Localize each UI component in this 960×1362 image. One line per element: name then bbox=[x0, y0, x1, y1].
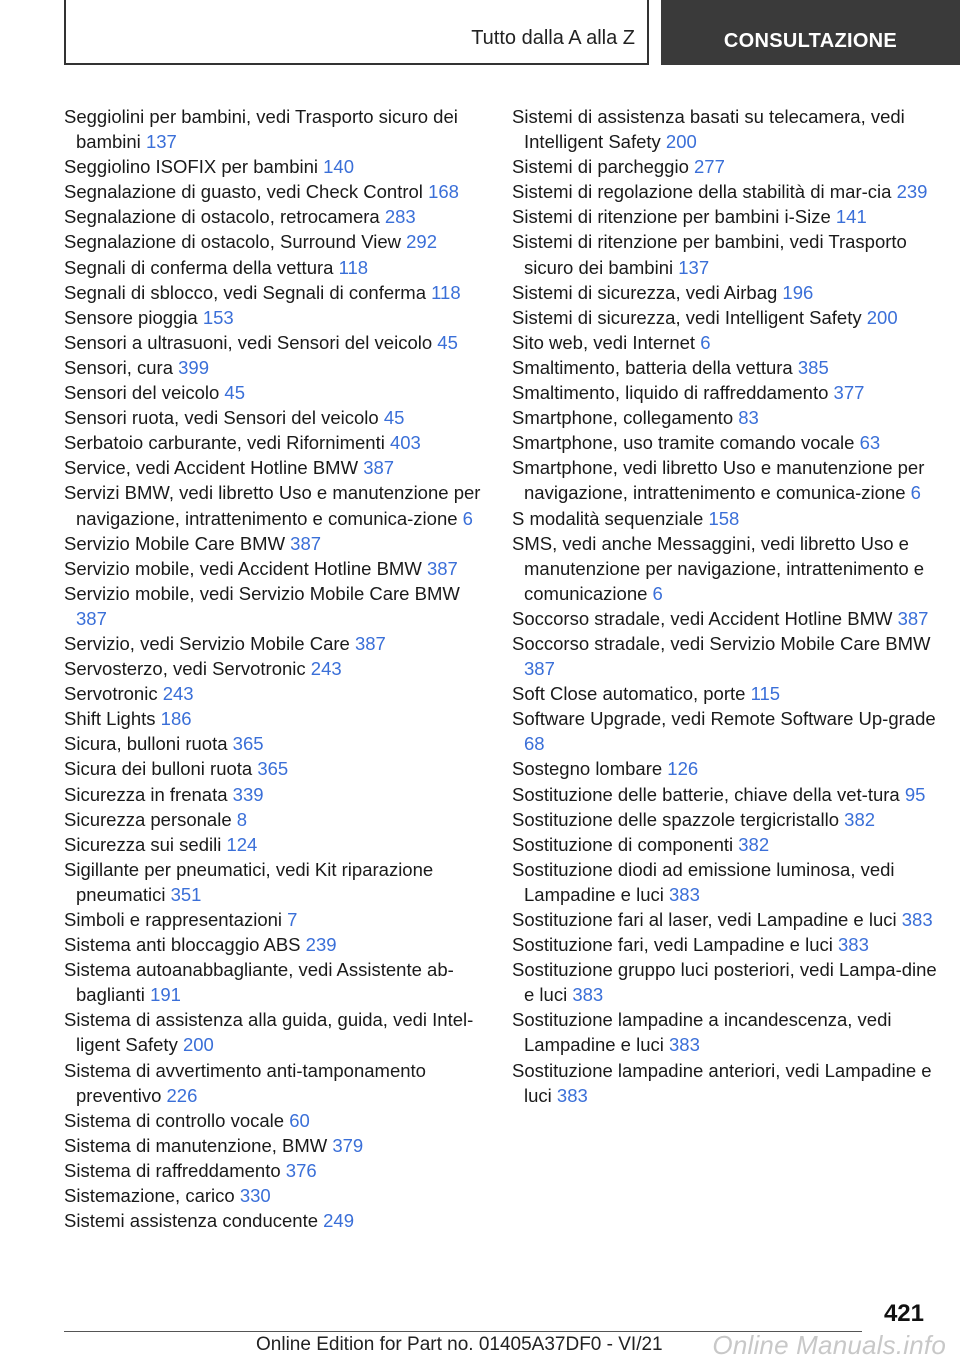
index-entry-page-link[interactable]: 118 bbox=[431, 281, 461, 303]
index-entry-page-link[interactable]: 239 bbox=[305, 934, 337, 956]
index-entry-page-link[interactable]: 283 bbox=[384, 206, 416, 228]
index-entry-text: Segnali di sblocco, vedi Segnali di conferma bbox=[64, 281, 426, 303]
index-entry bbox=[512, 330, 942, 355]
index-entry bbox=[512, 179, 942, 204]
footer-edition-text: Online Edition for Part no. 01405A37DF0 - VI/21 bbox=[256, 1334, 663, 1355]
index-entry-page-link[interactable]: 277 bbox=[694, 156, 725, 178]
index-entry-page-link[interactable]: 383 bbox=[572, 984, 604, 1006]
index-entry-text: Sicurezza personale bbox=[64, 808, 232, 830]
index-entry bbox=[512, 1058, 942, 1108]
index-entry-text: Servizio mobile, vedi Accident Hotline BMW bbox=[64, 557, 422, 579]
index-entry bbox=[64, 656, 494, 681]
index-entry bbox=[512, 932, 942, 957]
index-entry bbox=[512, 355, 942, 380]
index-entry bbox=[512, 606, 942, 631]
index-entry-page-link[interactable]: 365 bbox=[232, 733, 264, 755]
index-entry-text: Sistemi di sicurezza, vedi Airbag bbox=[512, 281, 778, 303]
index-entry-text: Sensori, cura bbox=[64, 356, 173, 378]
index-entry bbox=[512, 380, 942, 405]
index-entry bbox=[64, 756, 494, 781]
index-entry bbox=[512, 681, 942, 706]
index-entry-text: Servizio mobile, vedi Servizio Mobile Care BMW bbox=[64, 582, 460, 604]
index-entry-page-link[interactable]: 137 bbox=[145, 131, 177, 153]
index-entry bbox=[64, 706, 494, 731]
index-entry-text: Sostituzione delle spazzole tergicristallo bbox=[512, 808, 840, 830]
index-entry-page-link[interactable]: 387 bbox=[290, 532, 322, 554]
index-entry-page-link[interactable]: 141 bbox=[835, 206, 867, 228]
index-entry bbox=[512, 832, 942, 857]
index-entry-page-link[interactable]: 387 bbox=[426, 557, 458, 579]
index-entry-page-link[interactable]: 243 bbox=[310, 658, 342, 680]
index-entry-page-link[interactable]: 365 bbox=[257, 758, 289, 780]
index-entry bbox=[512, 455, 942, 505]
index-entry-page-link[interactable]: 45 bbox=[437, 331, 458, 353]
index-entry-text: Sostituzione fari al laser, vedi Lampadine e luci bbox=[512, 909, 897, 930]
index-entry bbox=[64, 179, 494, 204]
index-entry-text: Sistemi di regolazione della stabilità di mar-cia bbox=[512, 181, 892, 203]
header-chapter-tab bbox=[661, 0, 960, 65]
index-entry bbox=[512, 305, 942, 330]
index-entry-text: Sistemi di ritenzione per bambini i-Size bbox=[512, 206, 831, 228]
index-entry-page-link[interactable]: 68 bbox=[524, 733, 545, 755]
index-entry bbox=[64, 380, 494, 405]
index-entry-page-link[interactable]: 137 bbox=[678, 256, 710, 278]
index-entry-page-link[interactable]: 239 bbox=[896, 181, 928, 203]
index-entry bbox=[64, 154, 494, 179]
index-entry bbox=[64, 305, 494, 330]
index-entry-page-link[interactable]: 243 bbox=[162, 683, 194, 705]
index-entry bbox=[64, 907, 494, 932]
index-entry-page-link[interactable]: 191 bbox=[150, 984, 181, 1006]
index-column-left bbox=[64, 104, 494, 1233]
index-entry-text: Sostituzione diodi ad emissione luminosa, vedi Lampadine e luci bbox=[512, 858, 895, 905]
index-entry-text: Sistemi di assistenza basati su telecamera, vedi Intelligent Safety bbox=[512, 106, 905, 153]
index-entry-page-link[interactable]: 387 bbox=[524, 658, 555, 680]
index-entry bbox=[512, 706, 942, 756]
index-entry-page-link[interactable]: 8 bbox=[236, 808, 248, 830]
index-entry bbox=[64, 104, 494, 154]
index-entry bbox=[64, 1208, 494, 1233]
index-entry-page-link[interactable]: 158 bbox=[708, 507, 740, 529]
index-entry-page-link[interactable]: 95 bbox=[904, 783, 926, 805]
index-entry-page-link[interactable]: 6 bbox=[910, 482, 921, 504]
index-entry-page-link[interactable]: 382 bbox=[738, 833, 770, 855]
header-section-title: Tutto dalla A alla Z bbox=[471, 27, 635, 49]
index-entry-page-link[interactable]: 7 bbox=[287, 909, 298, 930]
index-entry-page-link[interactable]: 339 bbox=[232, 783, 264, 805]
index-entry-text: SMS, vedi anche Messaggini, vedi libretto Uso e manutenzione per navigazione, intrattenimento e comunicazione bbox=[512, 532, 925, 604]
header-chapter-title: CONSULTAZIONE bbox=[723, 30, 898, 52]
index-entry-text: Sostituzione di componenti bbox=[512, 833, 734, 855]
index-entry-text: Smartphone, uso tramite comando vocale bbox=[512, 432, 855, 454]
index-entry-page-link[interactable]: 379 bbox=[332, 1134, 364, 1156]
index-entry bbox=[64, 782, 494, 807]
index-entry-page-link[interactable]: 249 bbox=[323, 1210, 355, 1232]
index-entry-page-link[interactable]: 200 bbox=[866, 306, 898, 328]
index-entry bbox=[64, 832, 494, 857]
index-entry-page-link[interactable]: 385 bbox=[797, 356, 829, 378]
index-entry bbox=[512, 154, 942, 179]
index-entry-page-link[interactable]: 403 bbox=[389, 432, 421, 454]
index-entry-page-link[interactable]: 351 bbox=[170, 883, 202, 905]
index-entry-text: Sicura, bulloni ruota bbox=[64, 733, 228, 755]
index-entry bbox=[512, 782, 942, 807]
index-entry-text: Soccorso stradale, vedi Servizio Mobile Care BMW bbox=[512, 632, 931, 654]
index-entry-text: Sistemi di parcheggio bbox=[512, 156, 689, 178]
index-entry bbox=[512, 280, 942, 305]
index-entry bbox=[64, 631, 494, 656]
index-entry-page-link[interactable]: 168 bbox=[428, 181, 459, 203]
index-entry bbox=[512, 631, 942, 681]
index-entry-text: Sigillante per pneumatici, vedi Kit riparazione pneumatici bbox=[64, 858, 434, 905]
index-entry-page-link[interactable]: 118 bbox=[338, 256, 369, 278]
index-entry-page-link[interactable]: 196 bbox=[782, 281, 814, 303]
page-header bbox=[0, 0, 960, 66]
index-entry bbox=[512, 204, 942, 229]
index-entry-text: Sensori ruota, vedi Sensori del veicolo bbox=[64, 407, 379, 429]
index-entry-page-link[interactable]: 383 bbox=[669, 1034, 700, 1056]
index-entry bbox=[64, 1058, 494, 1108]
index-entry bbox=[512, 506, 942, 531]
index-entry bbox=[64, 430, 494, 455]
index-entry-text: Sicurezza sui sedili bbox=[64, 833, 222, 855]
index-entry-page-link[interactable]: 387 bbox=[897, 607, 929, 629]
index-entry-text: Sensori a ultrasuoni, vedi Sensori del veicolo bbox=[64, 331, 433, 353]
index-entry bbox=[64, 280, 494, 305]
index-entry-text: Servotronic bbox=[64, 683, 158, 705]
index-entry bbox=[64, 857, 494, 907]
index-entry-text: Shift Lights bbox=[64, 708, 156, 730]
index-entry-text: Sostituzione gruppo luci posteriori, vedi Lampa-dine e luci bbox=[512, 959, 937, 1006]
index-entry-page-link[interactable]: 60 bbox=[289, 1109, 310, 1131]
index-entry-page-link[interactable]: 399 bbox=[178, 356, 210, 378]
index-entry-text: Sistema di avvertimento anti-tamponamento preventivo bbox=[64, 1059, 426, 1106]
page-number: 421 bbox=[883, 1300, 924, 1327]
index-entry bbox=[512, 229, 942, 279]
index-entry-text: Sicurezza in frenata bbox=[64, 783, 228, 805]
index-entry bbox=[64, 480, 494, 530]
index-entry-page-link[interactable]: 200 bbox=[665, 131, 697, 153]
index-entry bbox=[64, 556, 494, 581]
index-entry-page-link[interactable]: 124 bbox=[226, 833, 258, 855]
index-entry-text: Smaltimento, batteria della vettura bbox=[512, 356, 793, 378]
index-entry-page-link[interactable]: 387 bbox=[76, 607, 107, 629]
index-entry-page-link[interactable]: 383 bbox=[901, 909, 933, 930]
index-entry-text: Servizio, vedi Servizio Mobile Care bbox=[64, 632, 350, 654]
index-entry bbox=[512, 807, 942, 832]
index-entry-text: Seggiolini per bambini, vedi Trasporto sicuro dei bambini bbox=[64, 106, 458, 153]
index-entry-text: Sistema di assistenza alla guida, guida, vedi Intel-ligent Safety bbox=[64, 1009, 474, 1056]
index-entry-page-link[interactable]: 45 bbox=[383, 407, 405, 429]
index-entry-page-link[interactable]: 140 bbox=[323, 156, 355, 178]
index-entry-page-link[interactable]: 6 bbox=[700, 331, 711, 353]
index-entry-text: Sostituzione lampadine a incandescenza, vedi Lampadine e luci bbox=[512, 1009, 892, 1056]
index-entry-text: Smartphone, vedi libretto Uso e manutenzione per navigazione, intrattenimento e comunica-zione bbox=[512, 457, 925, 504]
index-entry-text: Smartphone, collegamento bbox=[512, 407, 734, 429]
index-entry bbox=[64, 731, 494, 756]
index-entry-text: Service, vedi Accident Hotline BMW bbox=[64, 457, 359, 479]
index-entry-text: Sostituzione delle batterie, chiave della vet-tura bbox=[512, 783, 900, 805]
index-entry bbox=[64, 531, 494, 556]
index-entry bbox=[64, 932, 494, 957]
index-entry-text: Sistemi di ritenzione per bambini, vedi Trasporto sicuro dei bambini bbox=[512, 231, 907, 278]
index-entry-page-link[interactable]: 376 bbox=[285, 1159, 317, 1181]
index-entry bbox=[64, 957, 494, 1007]
index-entry-text: Sostituzione fari, vedi Lampadine e luci bbox=[512, 934, 833, 956]
index-column-right bbox=[512, 104, 942, 1108]
index-entry-text: Segnalazione di ostacolo, Surround View bbox=[64, 231, 401, 253]
index-entry-text: Seggiolino ISOFIX per bambini bbox=[64, 156, 318, 178]
index-entry-text: Sistema di manutenzione, BMW bbox=[64, 1134, 328, 1156]
index-entry bbox=[512, 1007, 942, 1057]
index-entry-text: Software Upgrade, vedi Remote Software Up-grade bbox=[512, 708, 936, 730]
index-entry-text: Servizi BMW, vedi libretto Uso e manutenzione per navigazione, intrattenimento e comunica-zione bbox=[64, 482, 481, 529]
index-entry bbox=[512, 531, 942, 606]
index-entry bbox=[64, 1158, 494, 1183]
index-entry bbox=[64, 330, 494, 355]
index-entry bbox=[512, 430, 942, 455]
index-entry bbox=[64, 807, 494, 832]
index-entry-text: Soft Close automatico, porte bbox=[512, 683, 746, 705]
index-entry-page-link[interactable]: 6 bbox=[462, 507, 473, 529]
index-entry-page-link[interactable]: 383 bbox=[556, 1084, 588, 1106]
index-entry-page-link[interactable]: 186 bbox=[160, 708, 192, 730]
index-entry-text: Sistema autoanabbagliante, vedi Assistente ab-baglianti bbox=[64, 959, 454, 1006]
index-entry-text: Sistemi di sicurezza, vedi Intelligent Safety bbox=[512, 306, 862, 328]
index-entry bbox=[64, 1007, 494, 1057]
index-entry bbox=[64, 204, 494, 229]
index-entry-page-link[interactable]: 126 bbox=[667, 758, 699, 780]
index-entry-text: Sistema di raffreddamento bbox=[64, 1159, 281, 1181]
index-entry-text: Sicura dei bulloni ruota bbox=[64, 758, 253, 780]
index-entry-page-link[interactable]: 63 bbox=[859, 432, 881, 454]
index-entry-text: Soccorso stradale, vedi Accident Hotline BMW bbox=[512, 607, 893, 629]
index-entry-text: Servosterzo, vedi Servotronic bbox=[64, 658, 306, 680]
index-entry bbox=[64, 455, 494, 480]
index-entry-page-link[interactable]: 200 bbox=[182, 1034, 214, 1056]
index-entry-page-link[interactable]: 6 bbox=[652, 582, 663, 604]
index-entry bbox=[64, 229, 494, 254]
index-entry bbox=[64, 681, 494, 706]
index-entry bbox=[64, 1108, 494, 1133]
index-entry-page-link[interactable]: 377 bbox=[833, 382, 865, 404]
index-entry-text: Sensore pioggia bbox=[64, 306, 198, 328]
index-entry bbox=[512, 857, 942, 907]
index-entry-page-link[interactable]: 330 bbox=[239, 1185, 271, 1207]
index-entry-text: Sistemazione, carico bbox=[64, 1185, 235, 1207]
index-entry bbox=[64, 581, 494, 631]
footer-watermark-logo: Online Manuals.info bbox=[712, 1330, 946, 1360]
index-entry-text: Sito web, vedi Internet bbox=[512, 331, 696, 353]
index-entry-text: Sostegno lombare bbox=[512, 758, 663, 780]
index-entry-text: Segnalazione di ostacolo, retrocamera bbox=[64, 206, 380, 228]
index-entry-text: Sistemi assistenza conducente bbox=[64, 1210, 318, 1232]
index-entry-text: Sistema di controllo vocale bbox=[64, 1109, 285, 1131]
index-entry-page-link[interactable]: 387 bbox=[363, 457, 395, 479]
index-entry bbox=[64, 1183, 494, 1208]
index-entry bbox=[512, 104, 942, 154]
index-entry-text: Sistema anti bloccaggio ABS bbox=[64, 934, 301, 956]
index-entry bbox=[64, 1133, 494, 1158]
index-entry-text: Simboli e rappresentazioni bbox=[64, 909, 283, 930]
index-entry-page-link[interactable]: 383 bbox=[838, 934, 869, 956]
index-entry bbox=[64, 405, 494, 430]
index-entry bbox=[64, 255, 494, 280]
index-entry-text: S modalità sequenziale bbox=[512, 507, 704, 529]
index-entry-page-link[interactable]: 226 bbox=[166, 1084, 198, 1106]
index-entry bbox=[512, 907, 942, 932]
index-entry-text: Sostituzione lampadine anteriori, vedi Lampadine e luci bbox=[512, 1059, 932, 1106]
index-entry bbox=[512, 756, 942, 781]
index-entry-page-link[interactable]: 115 bbox=[750, 683, 781, 705]
index-entry-page-link[interactable]: 383 bbox=[669, 883, 700, 905]
index-entry-text: Serbatoio carburante, vedi Rifornimenti bbox=[64, 432, 385, 454]
index-entry-page-link[interactable]: 382 bbox=[844, 808, 876, 830]
index-entry-text: Smaltimento, liquido di raffreddamento bbox=[512, 382, 829, 404]
index-entry-page-link[interactable]: 45 bbox=[224, 382, 245, 404]
index-entry-page-link[interactable]: 292 bbox=[406, 231, 438, 253]
index-entry-text: Sensori del veicolo bbox=[64, 382, 220, 404]
index-entry bbox=[512, 405, 942, 430]
index-entry-text: Servizio Mobile Care BMW bbox=[64, 532, 286, 554]
index-entry-page-link[interactable]: 153 bbox=[202, 306, 234, 328]
index-entry-text: Segnalazione di guasto, vedi Check Control bbox=[64, 181, 423, 203]
index-entry bbox=[512, 957, 942, 1007]
index-entry-page-link[interactable]: 83 bbox=[738, 407, 759, 429]
index-entry bbox=[64, 355, 494, 380]
index-entry-text: Segnali di conferma della vettura bbox=[64, 256, 334, 278]
index-entry-page-link[interactable]: 387 bbox=[354, 632, 386, 654]
